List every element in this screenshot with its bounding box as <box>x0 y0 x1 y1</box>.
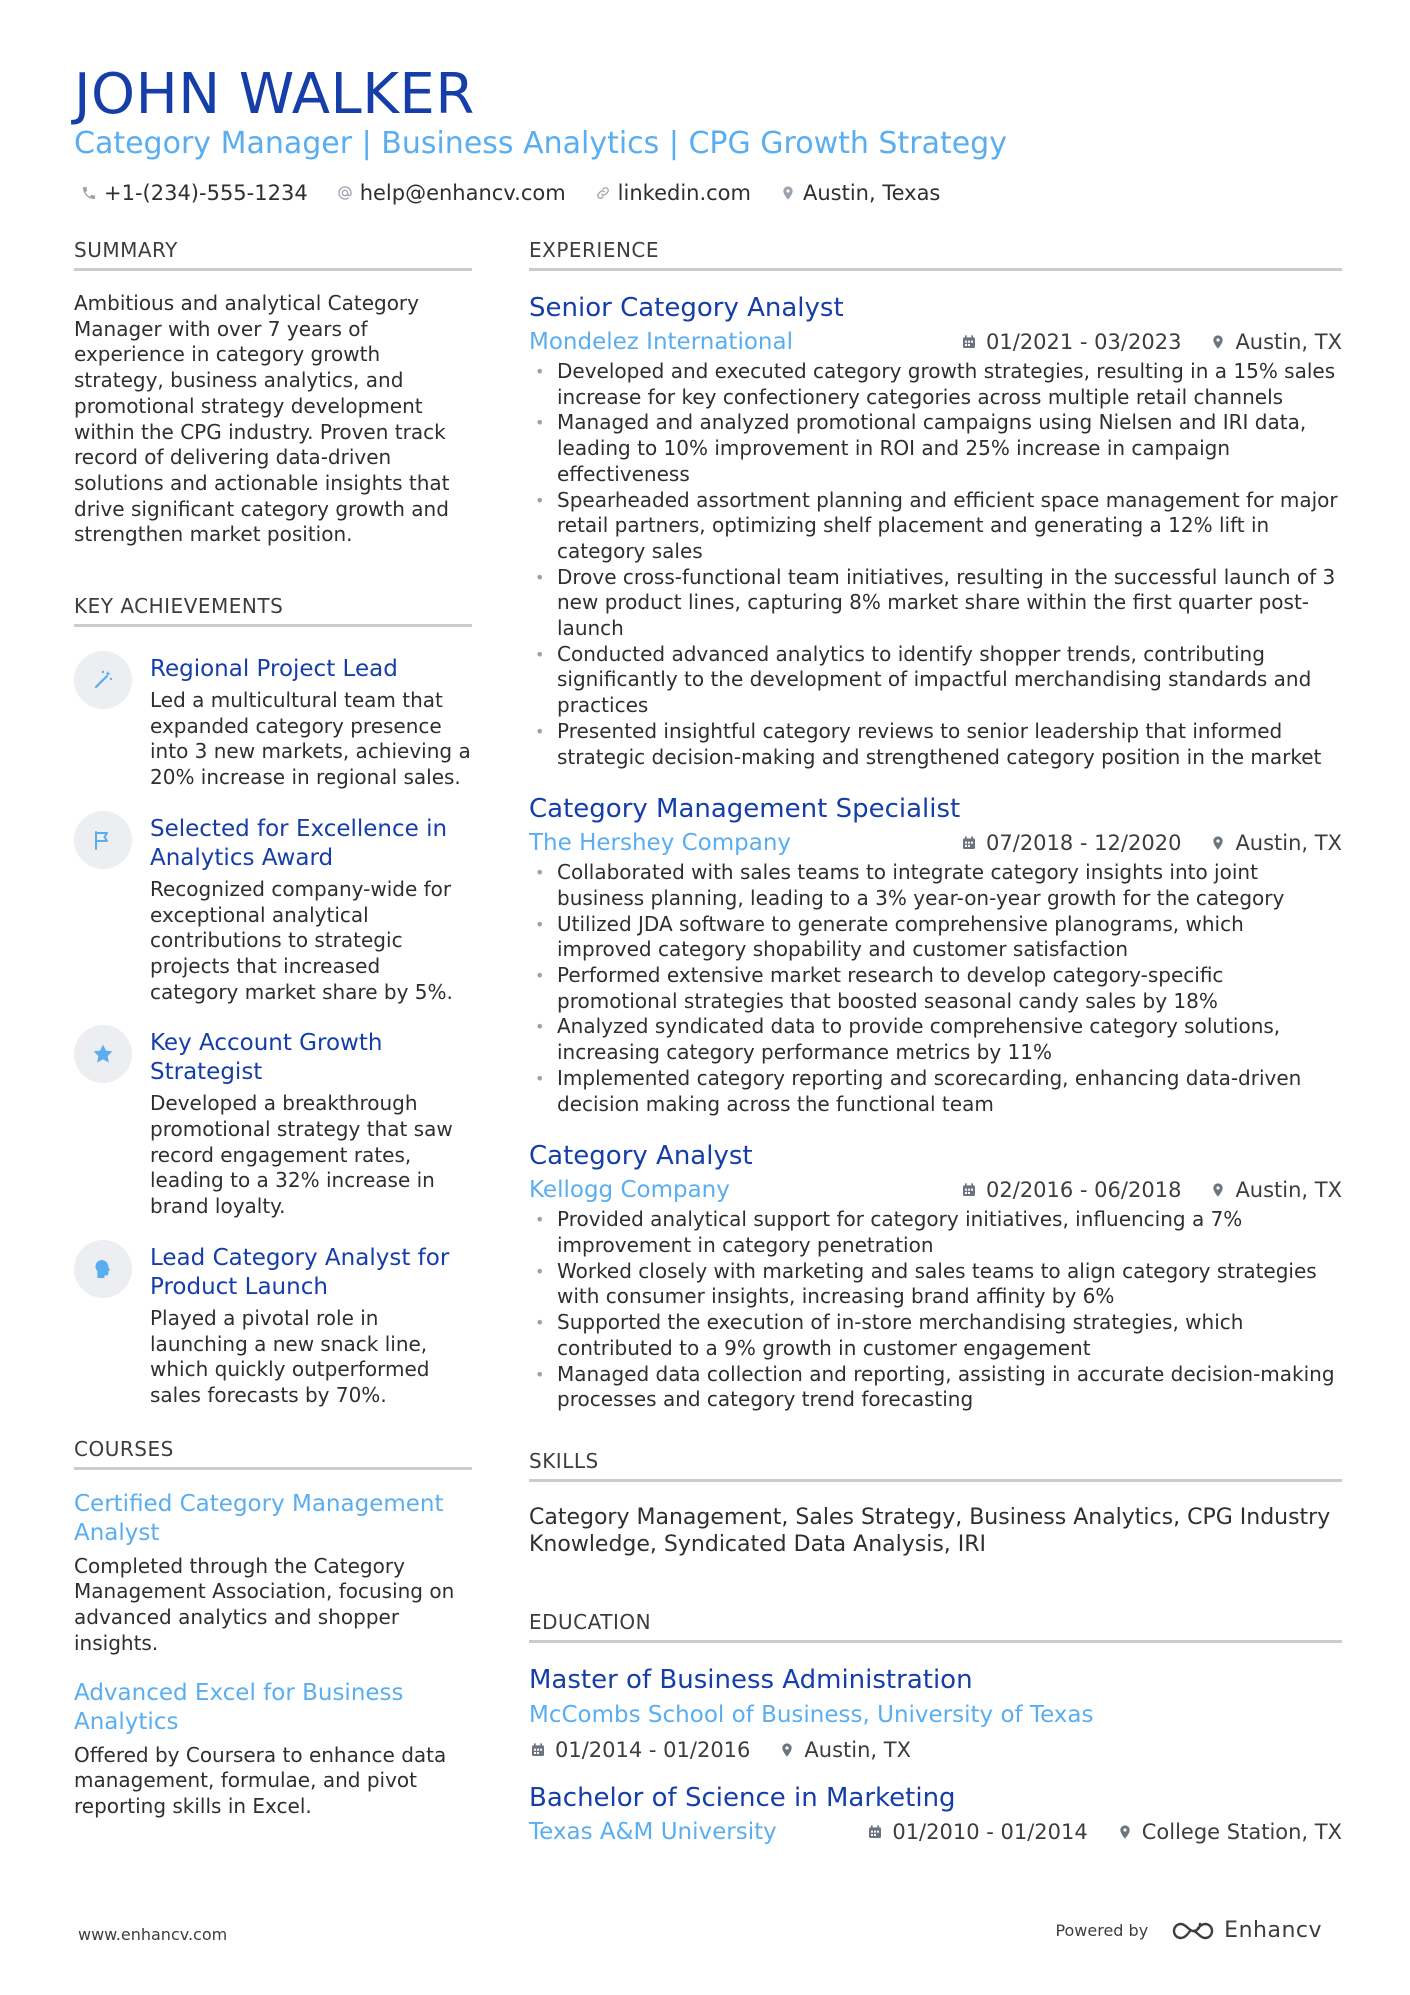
star-icon <box>74 1025 132 1083</box>
education-location <box>778 1738 911 1762</box>
calendar-icon <box>529 1741 547 1759</box>
achievement-text: Played a pivotal role in launching a new snack line, which quickly outperformed sales forecasts by 70%. <box>150 1305 430 1407</box>
achievement-item <box>74 1029 472 1220</box>
skills-text: Category Management, Sales Strategy, Business Analytics, CPG Industry Knowledge, Syndicated Data Analysis, IRI <box>529 1504 1331 1557</box>
job-entry <box>529 792 1342 1117</box>
job-location-text: Austin, TX <box>1235 330 1342 354</box>
calendar-icon <box>960 1181 978 1199</box>
footer-website[interactable]: www.enhancv.com <box>78 1925 228 1944</box>
education-location <box>1116 1820 1342 1844</box>
contact-bar <box>80 178 968 208</box>
job-dates <box>960 831 1181 855</box>
candidate-name: JOHN WALKER <box>74 62 475 127</box>
job-entry <box>529 291 1342 770</box>
location-pin-icon <box>1116 1823 1134 1841</box>
skills-heading: SKILLS <box>529 1449 1342 1482</box>
education-location-text: College Station, TX <box>1141 1819 1342 1844</box>
achievement-text: Led a multicultural team that expanded category presence into 3 new markets, achieving a 20% increase in regional sales. <box>150 688 471 790</box>
course-text: Offered by Coursera to enhance data management, formulae, and pivot reporting skills in Excel. <box>74 1742 447 1818</box>
achievement-title: Key Account Growth Strategist <box>150 1030 383 1086</box>
education-dates <box>529 1738 750 1762</box>
company-name: Kellogg Company <box>529 1177 730 1204</box>
education-dates-text: 01/2014 - 01/2016 <box>555 1737 751 1762</box>
achievement-item <box>74 655 472 791</box>
job-location-text: Austin, TX <box>1235 1178 1342 1203</box>
enhancv-logo-icon <box>1170 1919 1216 1943</box>
job-location <box>1209 831 1342 855</box>
job-entry <box>529 1139 1342 1413</box>
right-column <box>529 238 1342 1863</box>
contact-location <box>779 181 940 205</box>
education-meta <box>529 1815 1342 1849</box>
bullet-item: • Worked closely with marketing and sales teams to align category strategies with consumer insights, increasing brand affinity by 6% <box>529 1259 1342 1310</box>
bullet-item: • Provided analytical support for category initiatives, influencing a 7% improvement in category penetration <box>529 1207 1342 1258</box>
job-meta <box>529 826 1342 860</box>
education-dates-text: 01/2010 - 01/2014 <box>892 1819 1088 1844</box>
phone-text: +1-(234)-555-1234 <box>104 181 308 205</box>
flag-icon <box>74 811 132 869</box>
achievement-title: Lead Category Analyst for Product Launch <box>150 1244 450 1300</box>
wand-icon <box>74 651 132 709</box>
experience-section <box>529 238 1342 1413</box>
job-meta <box>529 325 1342 359</box>
bullet-item: • Performed extensive market research to develop category-specific promotional strategies that boosted seasonal candy sales by 18% <box>529 963 1342 1014</box>
bullet-item: • Implemented category reporting and scorecarding, enhancing data-driven decision making across the functional team <box>529 1066 1342 1117</box>
location-pin-icon <box>1209 333 1227 351</box>
calendar-icon <box>866 1823 884 1841</box>
course-title: Advanced Excel for Business Analytics <box>74 1679 404 1735</box>
bullet-item: • Collaborated with sales teams to integrate category insights into joint business planning, leading to a 3% year-on-year growth for the category <box>529 860 1342 911</box>
at-icon <box>336 184 354 202</box>
job-bullets <box>529 860 1342 1117</box>
bullet-item: • Conducted advanced analytics to identify shopper trends, contributing significantly to the development of impactful merchandising standards and practices <box>529 642 1342 719</box>
education-meta <box>529 1733 1342 1767</box>
bullet-item: • Utilized JDA software to generate comprehensive planograms, which improved category shopability and customer satisfaction <box>529 912 1342 963</box>
school-name: McCombs School of Business, University of Texas <box>529 1701 1094 1728</box>
candidate-title: Category Manager | Business Analytics | CPG Growth Strategy <box>74 126 1007 161</box>
bullet-item: • Managed and analyzed promotional campaigns using Nielsen and IRI data, leading to 10% improvement in ROI and 25% increase in campaign effectiveness <box>529 410 1342 487</box>
footer-branding[interactable] <box>1055 1918 1322 1943</box>
course-item <box>74 1490 472 1657</box>
contact-phone[interactable] <box>80 181 308 205</box>
brain-icon <box>74 1240 132 1298</box>
company-name: The Hershey Company <box>529 830 792 857</box>
achievement-item <box>74 1244 472 1409</box>
job-bullets <box>529 1207 1342 1413</box>
education-location-text: Austin, TX <box>804 1737 911 1762</box>
degree-title: Bachelor of Science in Marketing <box>529 1782 956 1813</box>
education-entry <box>529 1663 1342 1767</box>
bullet-item: • Developed and executed category growth strategies, resulting in a 15% sales increase for key confectionery categories across multiple retail channels <box>529 359 1342 410</box>
achievement-text: Recognized company-wide for exceptional analytical contributions to strategic projects that increased category market share by 5%. <box>150 876 453 1004</box>
achievements-heading: KEY ACHIEVEMENTS <box>74 594 472 627</box>
email-text: help@enhancv.com <box>359 181 566 205</box>
job-dates-text: 02/2016 - 06/2018 <box>986 1178 1182 1203</box>
enhancv-brand: Enhancv <box>1224 1918 1322 1943</box>
school-name: Texas A&M University <box>529 1818 777 1845</box>
courses-heading: COURSES <box>74 1437 472 1470</box>
phone-icon <box>80 184 98 202</box>
courses-section <box>74 1437 472 1820</box>
course-title: Certified Category Management Analyst <box>74 1490 444 1546</box>
job-bullets <box>529 359 1342 770</box>
job-title: Category Management Specialist <box>529 794 961 825</box>
job-location-text: Austin, TX <box>1235 831 1342 856</box>
experience-heading: EXPERIENCE <box>529 238 1342 271</box>
left-column <box>74 238 472 1842</box>
job-dates <box>960 1178 1181 1202</box>
achievement-item <box>74 815 472 1006</box>
achievements-section <box>74 594 472 1409</box>
summary-section <box>74 238 472 548</box>
achievement-title: Selected for Excellence in Analytics Award <box>150 815 448 871</box>
summary-heading: SUMMARY <box>74 238 472 271</box>
job-dates-text: 07/2018 - 12/2020 <box>986 831 1182 856</box>
education-heading: EDUCATION <box>529 1610 1342 1643</box>
course-text: Completed through the Category Management Association, focusing on advanced analytics and shopper insights. <box>74 1553 455 1655</box>
bullet-item: • Supported the execution of in-store merchandising strategies, which contributed to a 9% growth in customer engagement <box>529 1310 1342 1361</box>
achievement-title: Regional Project Lead <box>150 656 398 683</box>
link-icon <box>594 184 612 202</box>
location-pin-icon <box>779 184 797 202</box>
course-item <box>74 1679 472 1820</box>
skills-section <box>529 1449 1342 1558</box>
contact-email[interactable] <box>336 181 566 205</box>
job-title: Senior Category Analyst <box>529 293 844 323</box>
degree-title: Master of Business Administration <box>529 1664 973 1695</box>
bullet-item: • Analyzed syndicated data to provide comprehensive category solutions, increasing category performance metrics by 11% <box>529 1014 1342 1065</box>
education-section <box>529 1610 1342 1849</box>
job-location <box>1209 1178 1342 1202</box>
education-entry <box>529 1781 1342 1849</box>
linkedin-text: linkedin.com <box>617 181 751 205</box>
bullet-item: • Spearheaded assortment planning and efficient space management for major retail partners, optimizing shelf placement and generating a 12% lift in category sales <box>529 488 1342 565</box>
location-pin-icon <box>1209 1181 1227 1199</box>
bullet-item: • Drove cross-functional team initiatives, resulting in the successful launch of 3 new product lines, capturing 8% market share within the first quarter post-launch <box>529 565 1342 642</box>
job-location <box>1209 330 1342 354</box>
calendar-icon <box>960 834 978 852</box>
company-name: Mondelez International <box>529 329 793 355</box>
bullet-item: • Presented insightful category reviews to senior leadership that informed strategic decision-making and strengthened category position in the market <box>529 719 1342 770</box>
location-pin-icon <box>778 1741 796 1759</box>
job-dates-text: 01/2021 - 03/2023 <box>986 330 1182 354</box>
education-dates <box>866 1820 1087 1844</box>
job-title: Category Analyst <box>529 1141 753 1172</box>
job-meta <box>529 1173 1342 1207</box>
achievement-text: Developed a breakthrough promotional strategy that saw record engagement rates, leading to a 32% increase in brand loyalty. <box>150 1091 453 1219</box>
calendar-icon <box>960 333 978 351</box>
summary-text: Ambitious and analytical Category Manager with over 7 years of experience in category growth strategy, business analytics, and promotional strategy development within the CPG industry. Proven track record of delivering data-driven solutions and actionable insights that drive significant category growth and strengthen market position. <box>74 291 450 547</box>
contact-linkedin[interactable] <box>594 181 751 205</box>
powered-by-label: Powered by <box>1055 1921 1149 1940</box>
bullet-item: • Managed data collection and reporting, assisting in accurate decision-making processes and category trend forecasting <box>529 1362 1342 1413</box>
location-pin-icon <box>1209 834 1227 852</box>
location-text: Austin, Texas <box>802 181 941 205</box>
job-dates <box>960 330 1181 354</box>
